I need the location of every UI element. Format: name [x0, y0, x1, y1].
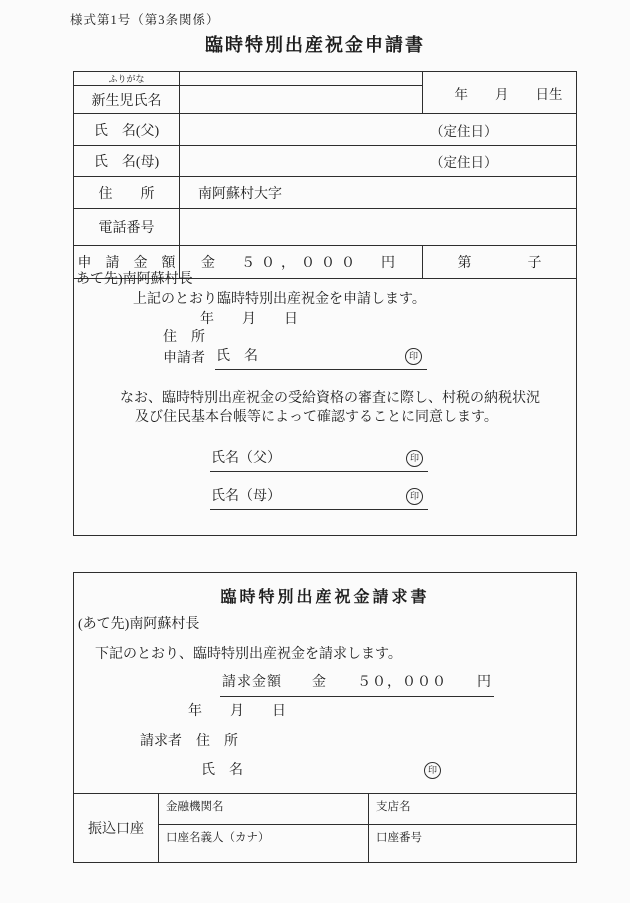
phone-input-cell — [180, 209, 576, 246]
transfer-account-label: 振込口座 — [74, 793, 159, 862]
father-name-label: 氏 名(父) — [74, 114, 180, 146]
claimant-name-sign-area — [200, 761, 446, 783]
address-label: 住 所 — [74, 177, 180, 209]
newborn-name-label: 新生児氏名 — [74, 86, 180, 114]
bank-name-cell: 金融機関名 — [159, 793, 369, 825]
father-signature-line — [210, 449, 428, 472]
addressee-line: あて先)南阿蘇村長 — [76, 272, 193, 287]
application-amount-label: 申 請 金 額 — [74, 246, 180, 279]
claimant-name-label: 氏 名 — [201, 763, 243, 778]
birthdate-label: 年 月 日生 — [423, 72, 576, 114]
mother-name-input-cell — [180, 146, 576, 177]
applicant-address-line: 住 所 — [163, 330, 205, 345]
applicant-signature-line — [163, 347, 427, 370]
applicant-name-label: 氏 名 — [216, 349, 258, 364]
mother-name-label: 氏 名(母) — [74, 146, 180, 177]
mother-sign-label: 氏名（母） — [211, 489, 281, 504]
branch-name-cell: 支店名 — [369, 793, 576, 825]
father-sign-area — [210, 449, 428, 472]
claimant-address-line: 請求者 住 所 — [140, 734, 238, 749]
application-table — [74, 72, 576, 279]
newborn-name-input-cell — [180, 86, 423, 114]
mother-residence-note: （定住日） — [430, 155, 498, 170]
application-date-line: 年 月 日 — [200, 312, 298, 327]
account-number-cell: 口座番号 — [376, 832, 422, 844]
applicant-label: 申請者 — [163, 351, 205, 366]
furigana-label: ふりがな — [74, 72, 180, 86]
father-sign-label: 氏名（父） — [211, 451, 281, 466]
claim-form-box — [73, 572, 577, 863]
claim-declaration: 下記のとおり、臨時特別出産祝金を請求します。 — [95, 647, 402, 662]
application-amount-value: 金 ５０，０００ 円 — [180, 246, 423, 279]
mother-sign-area — [210, 487, 428, 510]
seal-icon: 印 — [406, 450, 423, 467]
claim-amount-line — [220, 673, 494, 697]
application-form-title: 臨時特別出産祝金申請書 — [205, 35, 425, 55]
mother-signature-line — [210, 487, 428, 510]
seal-icon: 印 — [406, 488, 423, 505]
father-residence-note: （定住日） — [430, 123, 498, 139]
claim-date-line: 年 月 日 — [188, 704, 286, 719]
claim-addressee-line: (あて先)南阿蘇村長 — [78, 617, 200, 632]
form-number-note: 様式第1号（第3条関係） — [70, 13, 220, 27]
consent-line-2: 及び住民基本台帳等によって確認することに同意します。 — [135, 410, 498, 425]
phone-label: 電話番号 — [74, 209, 180, 246]
bank-account-table — [74, 793, 576, 862]
seal-icon: 印 — [424, 762, 441, 779]
consent-line-1: なお、臨時特別出産祝金の受給資格の審査に際し、村税の納税状況 — [120, 391, 540, 406]
address-value: 南阿蘇村大字 — [198, 186, 282, 202]
application-declaration: 上記のとおり臨時特別出産祝金を申請します。 — [133, 292, 426, 307]
claim-form-title: 臨時特別出産祝金請求書 — [220, 589, 430, 606]
father-name-input-cell — [180, 114, 576, 146]
seal-icon: 印 — [405, 348, 422, 365]
claim-amount-text: 請求金額 金 ５０，０００ 円 — [220, 673, 494, 697]
furigana-input-cell — [180, 72, 423, 86]
child-order-cell: 第 子 — [423, 246, 576, 279]
applicant-name-sign-area — [215, 347, 427, 370]
address-value-cell — [180, 177, 576, 209]
account-holder-cell: 口座名義人（カナ） — [159, 825, 369, 862]
claimant-signature-line — [200, 761, 446, 783]
application-form-box — [73, 71, 577, 536]
